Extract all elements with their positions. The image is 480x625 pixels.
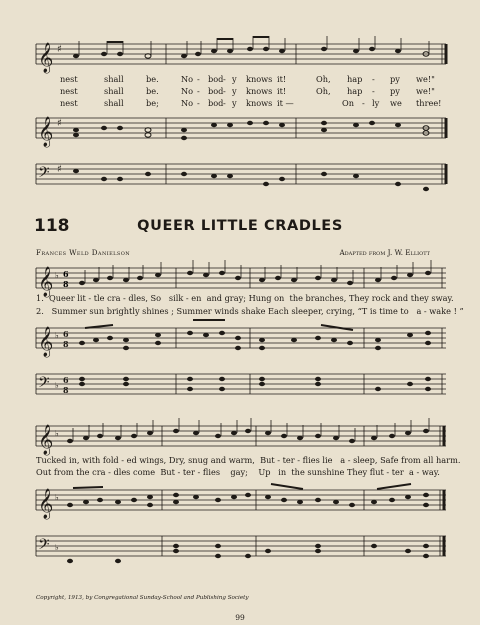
lyric-syllable: - (197, 86, 200, 96)
lyric-syllable: it! (277, 86, 287, 96)
system1-verse1-lyrics: 1. Queer lit - tle cra - dles, So silk - en and gray; Hung on the branches, They rock and they sway. (36, 293, 454, 303)
lyric-syllable: - (223, 86, 226, 96)
lyric-syllable: No (181, 74, 194, 84)
time-signature-bottom: 8 (63, 279, 69, 289)
lyric-syllable: - (223, 98, 226, 108)
lyric-syllable: - (372, 74, 375, 84)
page-number: 99 (235, 613, 245, 622)
lyric-syllable: No (181, 98, 194, 108)
top-lyric-line-3 (0, 98, 480, 110)
lyric-syllable: y (232, 86, 237, 96)
time-signature-top: 6 (63, 269, 69, 279)
lyric-syllable: we (390, 98, 402, 108)
lyric-syllable: be; (146, 98, 159, 108)
lyric-syllable: bod (208, 98, 224, 108)
lyric-syllable: it — (277, 98, 294, 108)
svg-text:8: 8 (63, 339, 69, 349)
lyric-syllable: py (390, 74, 400, 84)
top-lyric-line-1 (0, 74, 480, 86)
lyric-syllable: - (362, 98, 365, 108)
svg-text:𝄢: 𝄢 (38, 536, 50, 557)
system1-piano-treble-staff (0, 322, 480, 358)
lyric-syllable: py (390, 86, 400, 96)
hymn-title: QUEER LITTLE CRADLES (137, 218, 343, 234)
svg-text:♭: ♭ (55, 493, 59, 502)
lyric-syllable: nest (60, 86, 78, 96)
lyric-syllable: - (197, 98, 200, 108)
lyric-syllable: be. (146, 74, 159, 84)
arranger-credit: Adapted from J. W. Elliott (339, 248, 430, 257)
lyric-syllable: y (232, 98, 237, 108)
top-treble-staff (0, 38, 480, 78)
lyric-syllable: nest (60, 74, 78, 84)
top-piano-bass-staff (0, 158, 480, 194)
lyric-syllable: ly (372, 98, 380, 108)
svg-text:𝄞: 𝄞 (38, 117, 54, 147)
lyric-syllable: - (372, 86, 375, 96)
lyric-syllable: - (223, 74, 226, 84)
hymn-number: 118 (34, 216, 70, 236)
svg-text:𝄢: 𝄢 (38, 164, 50, 185)
system1-piano-bass-staff (0, 368, 480, 404)
lyric-syllable: we!" (416, 74, 435, 84)
system2-verse1-lyrics: Tucked in, with fold - ed wings, Dry, snug and warm, But - ter - flies lie a - sleep, Safe from all harm. (36, 455, 461, 465)
author-credit: Frances Weld Danielson (36, 248, 130, 257)
lyric-syllable: three! (416, 98, 442, 108)
copyright-notice: Copyright, 1913, by Congregational Sunday-School and Publishing Society (36, 595, 249, 601)
lyric-syllable: bod (208, 74, 224, 84)
svg-text:♭: ♭ (55, 543, 59, 552)
lyric-syllable: knows (246, 98, 273, 108)
lyric-syllable: knows (246, 86, 273, 96)
svg-text:♯: ♯ (57, 164, 62, 175)
lyric-syllable: y (232, 74, 237, 84)
lyric-syllable: knows (246, 74, 273, 84)
lyric-syllable: - (197, 74, 200, 84)
svg-text:6: 6 (63, 329, 69, 339)
svg-text:𝄞: 𝄞 (38, 267, 54, 297)
svg-text:𝄞: 𝄞 (38, 43, 54, 73)
lyric-syllable: hap (347, 86, 363, 96)
svg-text:𝄞: 𝄞 (38, 327, 54, 357)
lyric-syllable: shall (104, 74, 124, 84)
lyric-syllable: On (342, 98, 354, 108)
lyric-syllable: Oh, (316, 86, 331, 96)
svg-text:♭: ♭ (55, 429, 59, 438)
lyric-syllable: nest (60, 98, 78, 108)
svg-text:𝄞: 𝄞 (38, 489, 54, 519)
lyric-syllable: it! (277, 74, 287, 84)
top-lyric-line-2 (0, 86, 480, 98)
lyric-syllable: we!" (416, 86, 435, 96)
lyric-syllable: shall (104, 86, 124, 96)
system2-piano-bass-staff (0, 530, 480, 566)
system2-piano-treble-staff (0, 484, 480, 520)
lyric-syllable: bod (208, 86, 224, 96)
lyric-syllable: be. (146, 86, 159, 96)
system2-verse2-lyrics: Out from the cra - dles come But - ter - flies gay; Up in the sunshine They flut - ter a - way. (36, 467, 440, 477)
lyric-syllable: Oh, (316, 74, 331, 84)
svg-text:♯: ♯ (57, 118, 62, 129)
svg-text:𝄞: 𝄞 (38, 425, 54, 455)
lyric-syllable: hap (347, 74, 363, 84)
top-piano-treble-staff (0, 112, 480, 148)
lyric-syllable: No (181, 86, 194, 96)
svg-text:♯: ♯ (57, 44, 62, 55)
svg-text:♭: ♭ (55, 381, 59, 390)
svg-text:♭: ♭ (55, 271, 59, 280)
lyric-syllable: shall (104, 98, 124, 108)
system1-verse2-lyrics: 2. Summer sun brightly shines ; Summer winds shake Each sleeper, crying, “T is time to a - wake ! ” (36, 306, 464, 316)
svg-text:♭: ♭ (55, 331, 59, 340)
svg-text:6: 6 (63, 375, 69, 385)
system2-voice-staff (0, 420, 480, 456)
svg-text:𝄢: 𝄢 (38, 374, 50, 395)
svg-text:8: 8 (63, 385, 69, 395)
